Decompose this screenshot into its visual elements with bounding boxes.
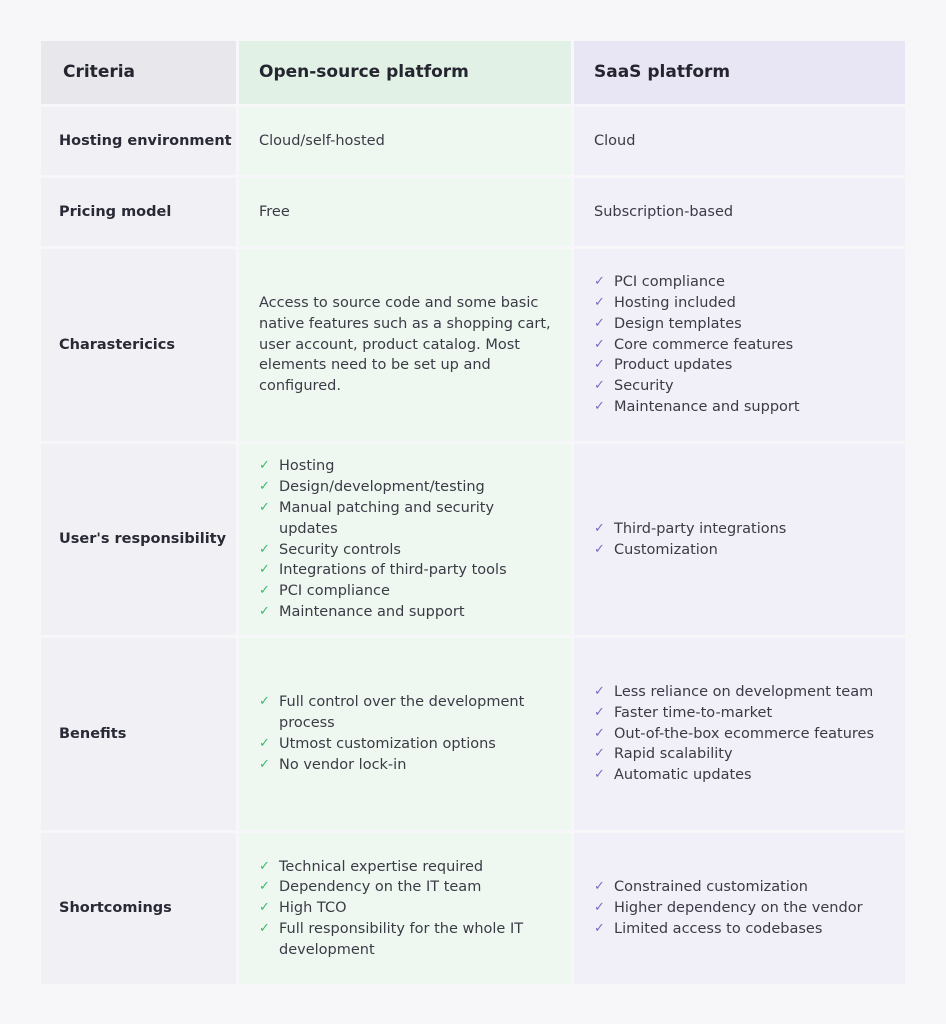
check-list-text: PCI compliance	[279, 583, 390, 600]
check-icon: ✓	[259, 920, 270, 936]
check-list-text: Full responsibility for the whole IT development	[279, 920, 524, 958]
check-icon: ✓	[594, 900, 605, 916]
check-icon: ✓	[259, 562, 270, 578]
check-list-text: Faster time-to-market	[614, 704, 773, 721]
open-source-value	[239, 833, 571, 984]
check-list-item	[594, 877, 863, 898]
check-list-text: Maintenance and support	[614, 398, 800, 415]
check-list-text: Hosting included	[614, 295, 736, 311]
check-icon: ✓	[594, 274, 605, 290]
check-icon: ✓	[594, 541, 605, 557]
check-list-item	[594, 355, 800, 376]
criteria-label: Shortcomings	[41, 833, 236, 984]
check-list-item	[594, 397, 800, 418]
check-icon: ✓	[259, 458, 270, 474]
check-icon: ✓	[594, 767, 605, 783]
check-list-text: Technical expertise required	[279, 858, 484, 875]
check-icon: ✓	[259, 900, 270, 916]
check-list-item	[594, 703, 874, 724]
check-list-item	[259, 919, 557, 961]
check-list-text: Full control over the development process	[279, 694, 525, 732]
check-list-text: PCI compliance	[614, 274, 725, 291]
check-icon: ✓	[259, 541, 270, 557]
check-icon: ✓	[594, 725, 605, 741]
check-list-item	[594, 376, 800, 397]
check-icon: ✓	[259, 694, 270, 710]
check-list-text: Rapid scalability	[614, 746, 733, 763]
check-list-item	[594, 314, 800, 335]
check-list-text: Manual patching and security updates	[279, 499, 495, 537]
comparison-table	[41, 41, 905, 987]
check-list-text: Customization	[614, 541, 718, 558]
open-source-value	[239, 444, 571, 635]
check-list-text: Higher dependency on the vendor	[614, 900, 863, 917]
check-list-item	[259, 456, 557, 477]
saas-value: Subscription-based	[574, 178, 905, 246]
check-list	[594, 877, 863, 939]
row-hosting-environment	[41, 107, 905, 175]
check-icon: ✓	[594, 684, 605, 699]
check-list-text: Utmost customization options	[279, 736, 496, 752]
criteria-label: User's responsibility	[41, 444, 236, 635]
check-list-item	[259, 540, 557, 561]
check-icon: ✓	[259, 736, 270, 751]
check-list-text: No vendor lock-in	[279, 756, 407, 773]
check-list-text: Automatic updates	[614, 767, 752, 784]
row-characteristics	[41, 249, 905, 441]
check-icon: ✓	[259, 858, 270, 874]
criteria-label: Hosting environment	[41, 107, 236, 175]
check-icon: ✓	[259, 756, 270, 772]
check-list-item	[594, 919, 863, 940]
saas-value	[574, 444, 905, 635]
check-list	[594, 272, 800, 418]
check-list-text: Limited access to codebases	[614, 920, 823, 937]
criteria-label: Charastericics	[41, 249, 236, 441]
saas-value	[574, 638, 905, 830]
check-list-item	[259, 581, 557, 602]
check-icon: ✓	[594, 336, 605, 352]
header-saas: SaaS platform	[574, 41, 905, 104]
check-list	[259, 456, 557, 622]
check-list-item	[594, 765, 874, 786]
check-list-item	[594, 293, 800, 314]
open-source-value: Access to source code and some basic native features such as a shopping cart, user account, product catalog. Most elements need to be set up and configured.	[239, 249, 571, 441]
check-list-text: Security	[614, 378, 674, 395]
check-list-text: Hosting	[279, 458, 335, 475]
check-list-item	[259, 560, 557, 581]
open-source-value: Cloud/self-hosted	[239, 107, 571, 175]
row-users-responsibility	[41, 444, 905, 635]
check-list-item	[259, 755, 557, 776]
check-icon: ✓	[259, 879, 270, 895]
check-list-item	[594, 272, 800, 293]
table-header-row	[41, 41, 905, 104]
check-list-text: Maintenance and support	[279, 603, 465, 620]
open-source-value	[239, 638, 571, 830]
check-list-item	[259, 602, 557, 623]
row-shortcomings	[41, 833, 905, 984]
check-icon: ✓	[594, 378, 605, 394]
check-icon: ✓	[594, 315, 605, 331]
check-icon: ✓	[594, 398, 605, 414]
check-icon: ✓	[594, 746, 605, 762]
check-list-text: Constrained customization	[614, 879, 808, 896]
check-list-text: Core commerce features	[614, 336, 794, 353]
check-list-item	[259, 498, 557, 540]
check-icon: ✓	[594, 920, 605, 936]
check-list-text: Design templates	[614, 315, 742, 332]
open-source-value: Free	[239, 178, 571, 246]
check-list-item	[259, 734, 557, 755]
check-list-text: Less reliance on development team	[614, 684, 874, 700]
check-list-item	[594, 540, 786, 561]
check-icon: ✓	[259, 479, 270, 495]
check-list-text: Dependency on the IT team	[279, 879, 482, 896]
check-list-text: Integrations of third-party tools	[279, 562, 507, 579]
check-icon: ✓	[594, 520, 605, 536]
row-pricing-model	[41, 178, 905, 246]
check-list	[259, 692, 557, 775]
row-benefits	[41, 638, 905, 830]
check-list-item	[594, 898, 863, 919]
saas-value	[574, 833, 905, 984]
check-list-item	[259, 898, 557, 919]
check-list-item	[259, 477, 557, 498]
check-icon: ✓	[259, 603, 270, 619]
check-icon: ✓	[594, 295, 605, 310]
check-list-item	[594, 335, 800, 356]
check-icon: ✓	[594, 704, 605, 720]
check-icon: ✓	[259, 583, 270, 599]
check-list	[594, 682, 874, 786]
check-list-text: Product updates	[614, 357, 733, 374]
check-list-text: Out-of-the-box ecommerce features	[614, 725, 875, 742]
check-list	[594, 519, 786, 561]
check-list-text: Security controls	[279, 541, 401, 558]
header-open-source: Open-source platform	[239, 41, 571, 104]
header-criteria: Criteria	[41, 41, 236, 104]
criteria-label: Benefits	[41, 638, 236, 830]
saas-value: Cloud	[574, 107, 905, 175]
check-list-item	[259, 692, 557, 734]
criteria-label: Pricing model	[41, 178, 236, 246]
check-list	[259, 857, 557, 961]
check-list-item	[259, 857, 557, 878]
check-list-item	[259, 877, 557, 898]
check-list-item	[594, 519, 786, 540]
check-icon: ✓	[594, 357, 605, 373]
check-list-item	[594, 682, 874, 703]
check-icon: ✓	[594, 879, 605, 895]
saas-value	[574, 249, 905, 441]
check-list-text: Third-party integrations	[614, 520, 787, 537]
check-list-item	[594, 744, 874, 765]
check-list-item	[594, 724, 874, 745]
check-list-text: High TCO	[279, 900, 347, 917]
check-list-text: Design/development/testing	[279, 479, 485, 496]
check-icon: ✓	[259, 499, 270, 515]
